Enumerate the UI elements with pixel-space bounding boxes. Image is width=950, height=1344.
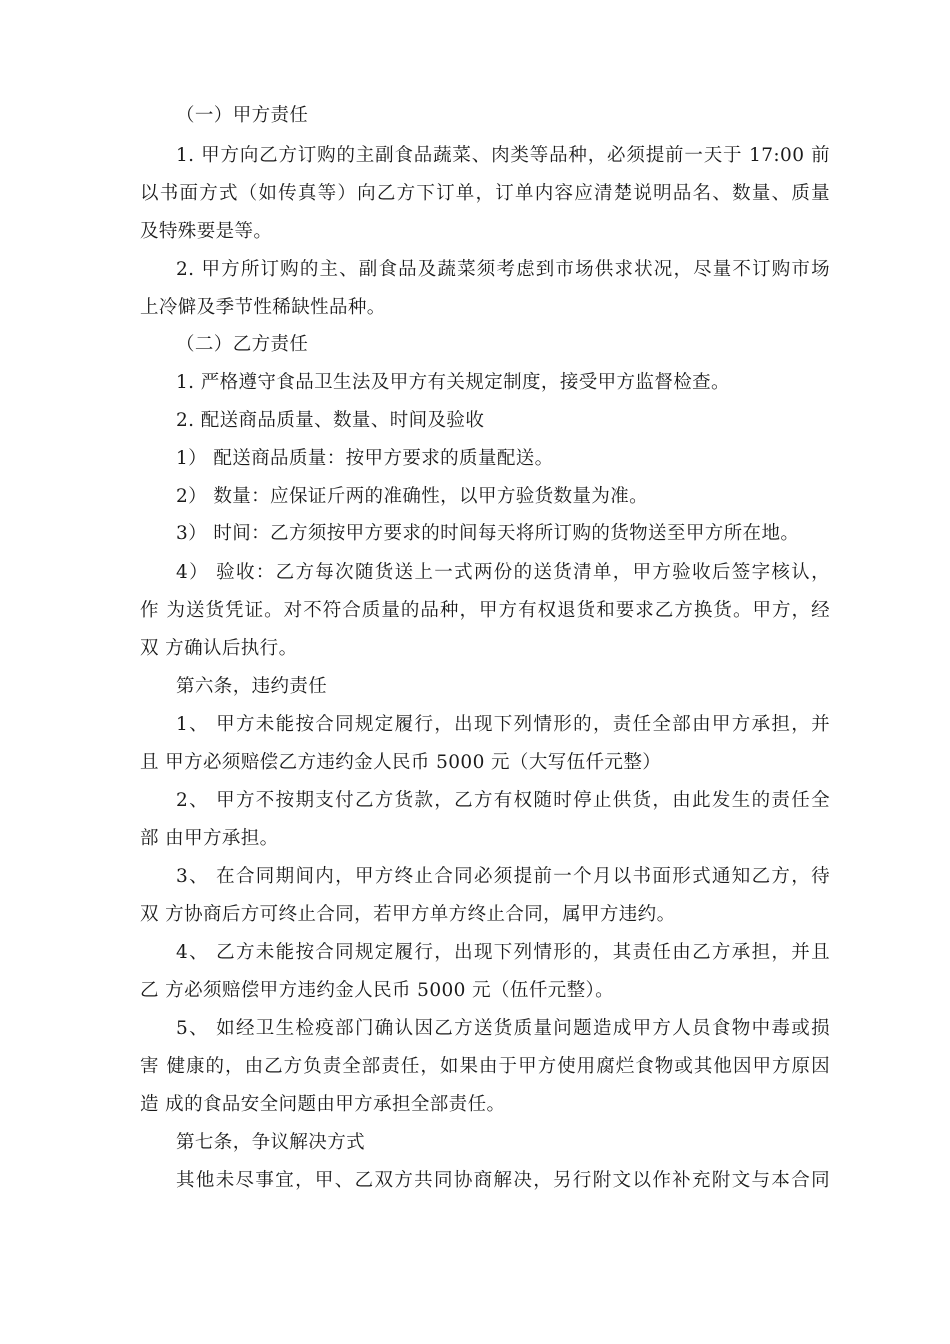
- clause-line: 4、 乙方未能按合同规定履行，出现下列情形的，其责任由乙方承担，并且: [176, 942, 830, 963]
- article-heading-breach: 第六条，违约责任: [176, 676, 328, 697]
- clause-line: 5、 如经卫生检疫部门确认因乙方送货质量问题造成甲方人员食物中毒或损: [176, 1018, 830, 1039]
- clause-line: 双 方协商后方可终止合同，若甲方单方终止合同，属甲方违约。: [140, 904, 676, 925]
- paragraph-line: 上冷僻及季节性稀缺性品种。: [140, 297, 386, 318]
- paragraph-line: 以书面方式（如传真等）向乙方下订单，订单内容应清楚说明品名、数量、质量: [140, 183, 830, 204]
- clause-line: 乙 方必须赔偿甲方违约金人民币 5000 元（伍仟元整）。: [140, 980, 615, 1001]
- paragraph-line: 作 为送货凭证。对不符合质量的品种，甲方有权退货和要求乙方换货。甲方，经: [140, 600, 830, 621]
- paragraph-line: 1. 严格遵守食品卫生法及甲方有关规定制度，接受甲方监督检查。: [176, 372, 730, 393]
- paragraph-line: 及特殊要是等。: [140, 221, 273, 242]
- clause-line: 3、 在合同期间内，甲方终止合同必须提前一个月以书面形式通知乙方，待: [176, 866, 830, 887]
- clause-line: 害 健康的，由乙方负责全部责任，如果由于甲方使用腐烂食物或其他因甲方原因: [140, 1056, 830, 1077]
- paragraph-line: 1. 甲方向乙方订购的主副食品蔬菜、肉类等品种，必须提前一天于 17:00 前: [176, 145, 830, 166]
- list-item: 1） 配送商品质量：按甲方要求的质量配送。: [176, 448, 554, 469]
- clause-line: 2、 甲方不按期支付乙方货款，乙方有权随时停止供货，由此发生的责任全: [176, 790, 830, 811]
- clause-line: 且 甲方必须赔偿乙方违约金人民币 5000 元（大写伍仟元整）: [140, 752, 662, 773]
- paragraph-line: 其他未尽事宜，甲、乙双方共同协商解决，另行附文以作补充附文与本合同: [176, 1170, 830, 1191]
- section-heading-party-a: （一）甲方责任: [176, 105, 309, 126]
- paragraph-line: 2. 甲方所订购的主、副食品及蔬菜须考虑到市场供求状况，尽量不订购市场: [176, 259, 830, 280]
- clause-line: 部 由甲方承担。: [140, 828, 279, 849]
- article-heading-dispute: 第七条，争议解决方式: [176, 1132, 366, 1153]
- list-item: 4） 验收：乙方每次随货送上一式两份的送货清单，甲方验收后签字核认，: [176, 562, 830, 583]
- paragraph-line: 双 方确认后执行。: [140, 638, 298, 659]
- list-item: 3） 时间：乙方须按甲方要求的时间每天将所订购的货物送至甲方所在地。: [176, 523, 800, 544]
- clause-line: 造 成的食品安全问题由甲方承担全部责任。: [140, 1094, 506, 1115]
- clause-line: 1、 甲方未能按合同规定履行，出现下列情形的，责任全部由甲方承担，并: [176, 714, 830, 735]
- list-item: 2） 数量：应保证斤两的准确性，以甲方验货数量为准。: [176, 486, 649, 507]
- section-heading-party-b: （二）乙方责任: [176, 334, 309, 355]
- paragraph-line: 2. 配送商品质量、数量、时间及验收: [176, 410, 485, 431]
